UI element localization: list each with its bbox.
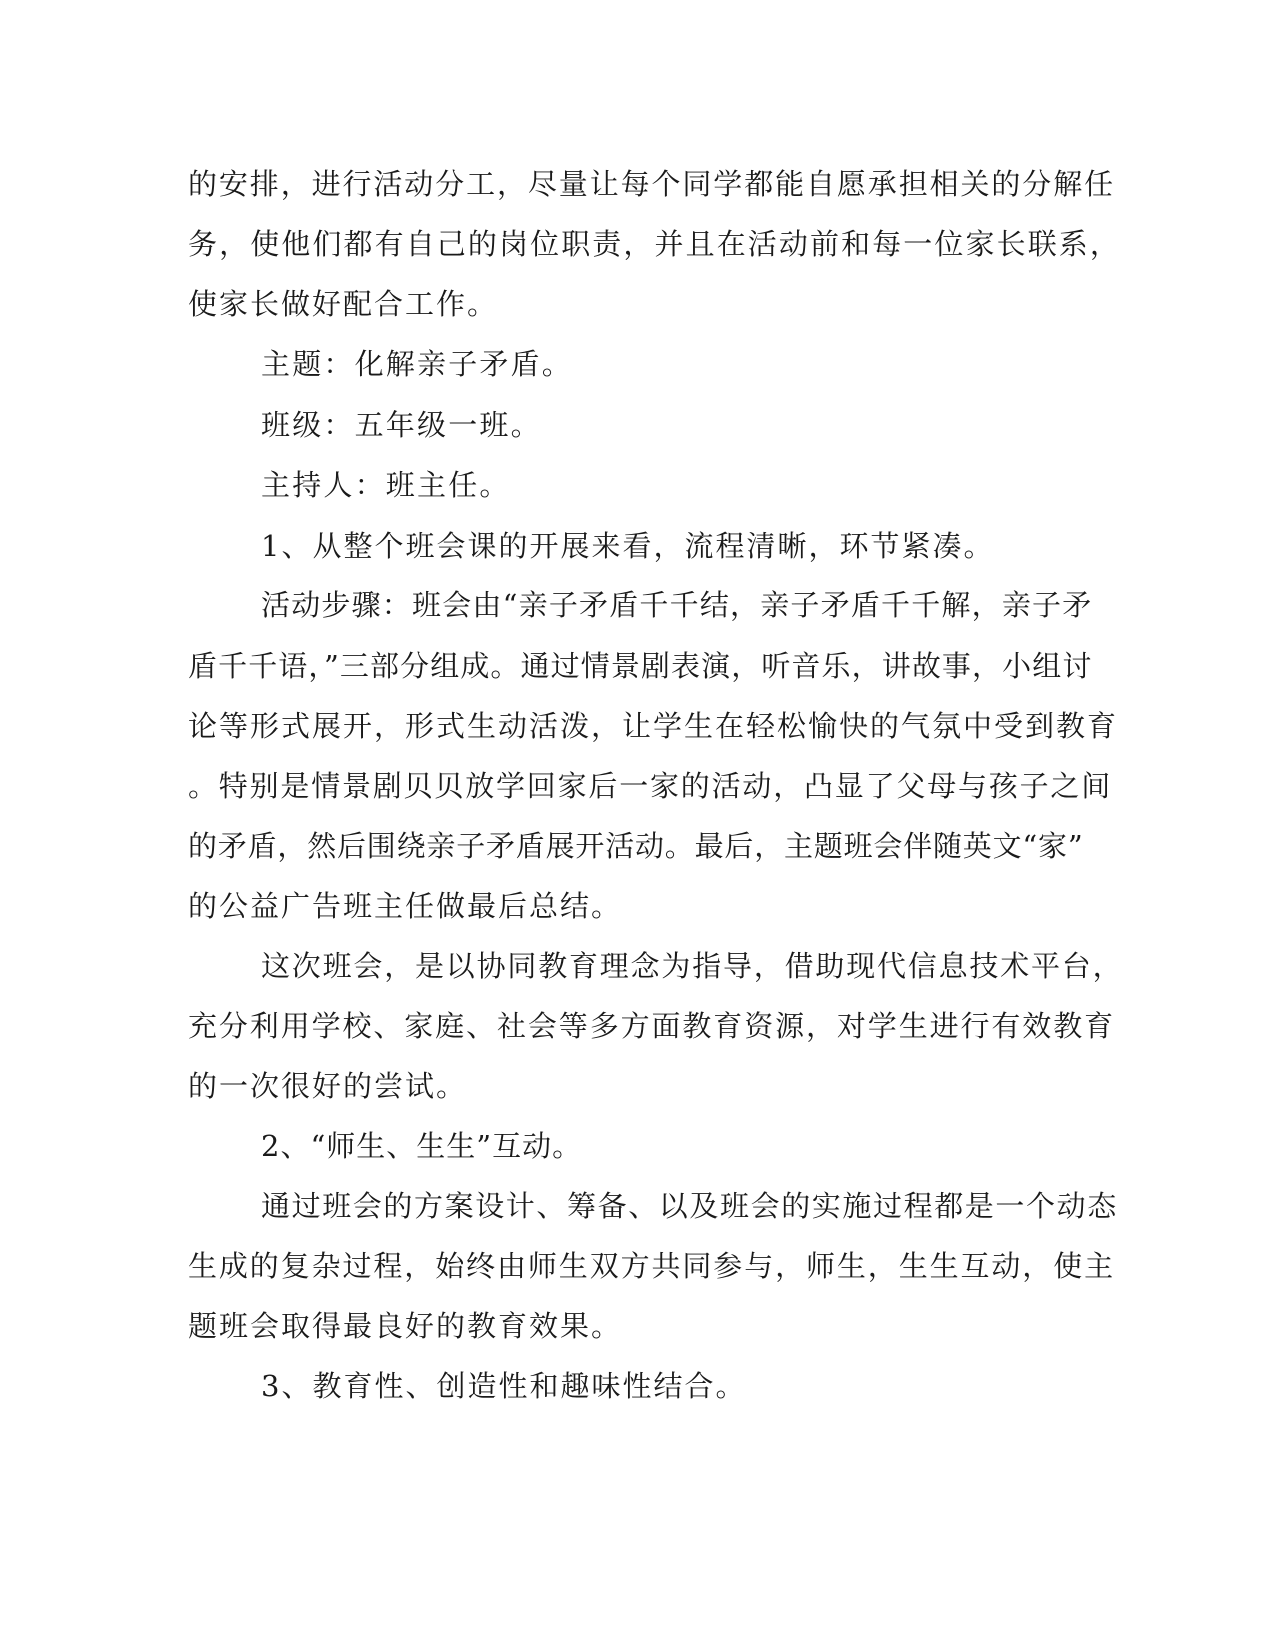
text-line: 务，使他们都有自己的岗位职责，并且在活动前和每一位家长联系，	[188, 227, 1122, 261]
text-line: 的安排，进行活动分工，尽量让每个同学都能自愿承担相关的分解任	[188, 167, 1116, 201]
text-line: 。特别是情景剧贝贝放学回家后一家的活动，凸显了父母与孩子之间	[188, 769, 1113, 803]
text-line: 通过班会的方案设计、筹备、以及班会的实施过程都是一个动态	[261, 1189, 1118, 1223]
text-line: 的公益广告班主任做最后总结。	[188, 889, 623, 923]
text-line: 充分利用学校、家庭、社会等多方面教育资源，对学生进行有效教育	[188, 1009, 1116, 1043]
text-line: 使家长做好配合工作。	[188, 287, 499, 321]
section-heading-2: 2、“师生、生生”互动。	[261, 1129, 583, 1163]
text-line: 题班会取得最良好的教育效果。	[188, 1309, 623, 1343]
text-line: 盾千千语，”三部分组成。通过情景剧表演，听音乐，讲故事，小组讨	[188, 649, 1093, 683]
text-line: 论等形式展开，形式生动活泼，让学生在轻松愉快的气氛中受到教育	[188, 709, 1119, 743]
host-line: 主持人：班主任。	[261, 468, 511, 502]
text-line: 的一次很好的尝试。	[188, 1069, 468, 1103]
text-line: 活动步骤：班会由“亲子矛盾千千结，亲子矛盾千千解，亲子矛	[261, 588, 1093, 622]
text-line: 这次班会，是以协同教育理念为指导，借助现代信息技术平台，	[261, 949, 1124, 983]
section-heading-1: 1、从整个班会课的开展来看，流程清晰，环节紧凑。	[261, 529, 995, 563]
text-line: 的矛盾，然后围绕亲子矛盾展开活动。最后，主题班会伴随英文“家”	[188, 829, 1084, 863]
text-line: 生成的复杂过程，始终由师生双方共同参与，师生，生生互动，使主	[188, 1249, 1116, 1283]
theme-line: 主题：化解亲子矛盾。	[261, 347, 574, 381]
section-heading-3: 3、教育性、创造性和趣味性结合。	[261, 1369, 747, 1403]
class-line: 班级：五年级一班。	[261, 408, 542, 442]
